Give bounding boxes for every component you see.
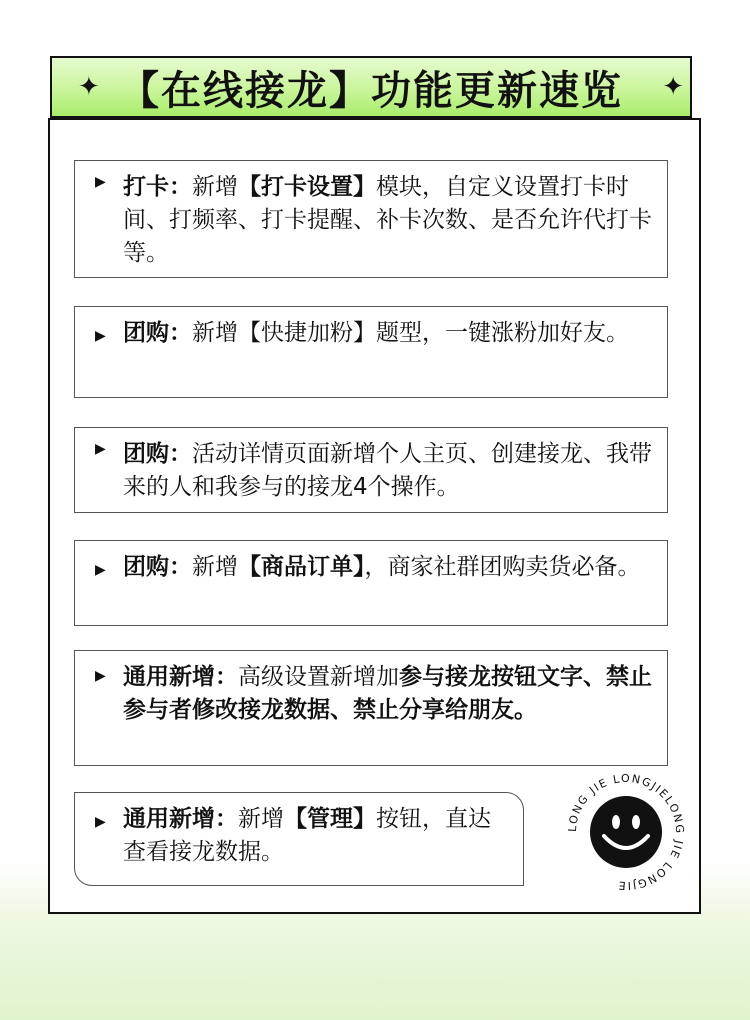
item-pre: 新增 xyxy=(192,174,238,200)
item-bold: 【打卡设置】 xyxy=(238,174,376,200)
item-label: 团购： xyxy=(123,554,192,580)
triangle-bullet-icon: ▶ xyxy=(95,814,106,830)
item-text xyxy=(123,551,657,584)
sparkle-icon: ✦ xyxy=(78,72,100,102)
smiley-eye-left xyxy=(612,815,620,829)
list-item-checkin xyxy=(74,160,668,278)
title-banner xyxy=(50,56,692,118)
triangle-bullet-icon: ▶ xyxy=(95,328,106,344)
item-text xyxy=(123,171,657,270)
item-post: 按钮，直达查看接龙数据。 xyxy=(123,806,491,865)
badge-ring-text: LONG JIE LONGJIELONG JIE LONGJIE xyxy=(566,772,686,892)
smiley-badge-icon xyxy=(566,772,686,892)
item-bold: 【管理】 xyxy=(284,806,376,832)
item-label: 通用新增： xyxy=(123,664,238,690)
triangle-bullet-icon: ▶ xyxy=(95,668,106,684)
item-label: 打卡： xyxy=(123,174,192,200)
item-bold: 【商品订单】 xyxy=(238,554,365,580)
item-text xyxy=(123,438,657,504)
item-pre: 高级设置新增加 xyxy=(238,664,399,690)
list-item-groupbuy-fans xyxy=(74,306,668,398)
item-pre: 新增 xyxy=(192,320,238,346)
item-bold: 参与接龙按钮文字、禁止参与者修改接龙数据、禁止分享给朋友。 xyxy=(123,664,652,723)
triangle-bullet-icon: ▶ xyxy=(95,441,106,457)
smiley-face xyxy=(590,796,662,868)
item-text xyxy=(123,803,513,869)
item-post: 模块，自定义设置打卡时间、打频率、打卡提醒、补卡次数、是否允许代打卡等。 xyxy=(123,174,652,266)
item-post: 【快捷加粉】题型，一键涨粉加好友。 xyxy=(238,320,629,346)
smiley-eye-right xyxy=(632,815,640,829)
item-pre: 新增 xyxy=(192,554,238,580)
sparkle-icon: ✦ xyxy=(662,72,684,102)
item-pre: 活动详情页面新增个人主页、创建接龙、我带来的人和我参与的接龙4个操作。 xyxy=(123,441,652,500)
item-label: 团购： xyxy=(123,441,192,467)
page-title: 【在线接龙】功能更新速览 xyxy=(119,67,623,114)
item-label: 团购： xyxy=(123,320,192,346)
list-item-groupbuy-orders xyxy=(74,540,668,626)
triangle-bullet-icon: ▶ xyxy=(95,174,106,190)
item-label: 通用新增： xyxy=(123,806,238,832)
item-text xyxy=(123,661,657,727)
list-item-general-advanced xyxy=(74,650,668,766)
list-item-groupbuy-detail xyxy=(74,427,668,513)
item-pre: 新增 xyxy=(238,806,284,832)
item-text xyxy=(123,317,657,350)
triangle-bullet-icon: ▶ xyxy=(95,562,106,578)
list-item-general-manage xyxy=(74,792,524,886)
item-post: ，商家社群团购卖货必备。 xyxy=(364,554,641,580)
